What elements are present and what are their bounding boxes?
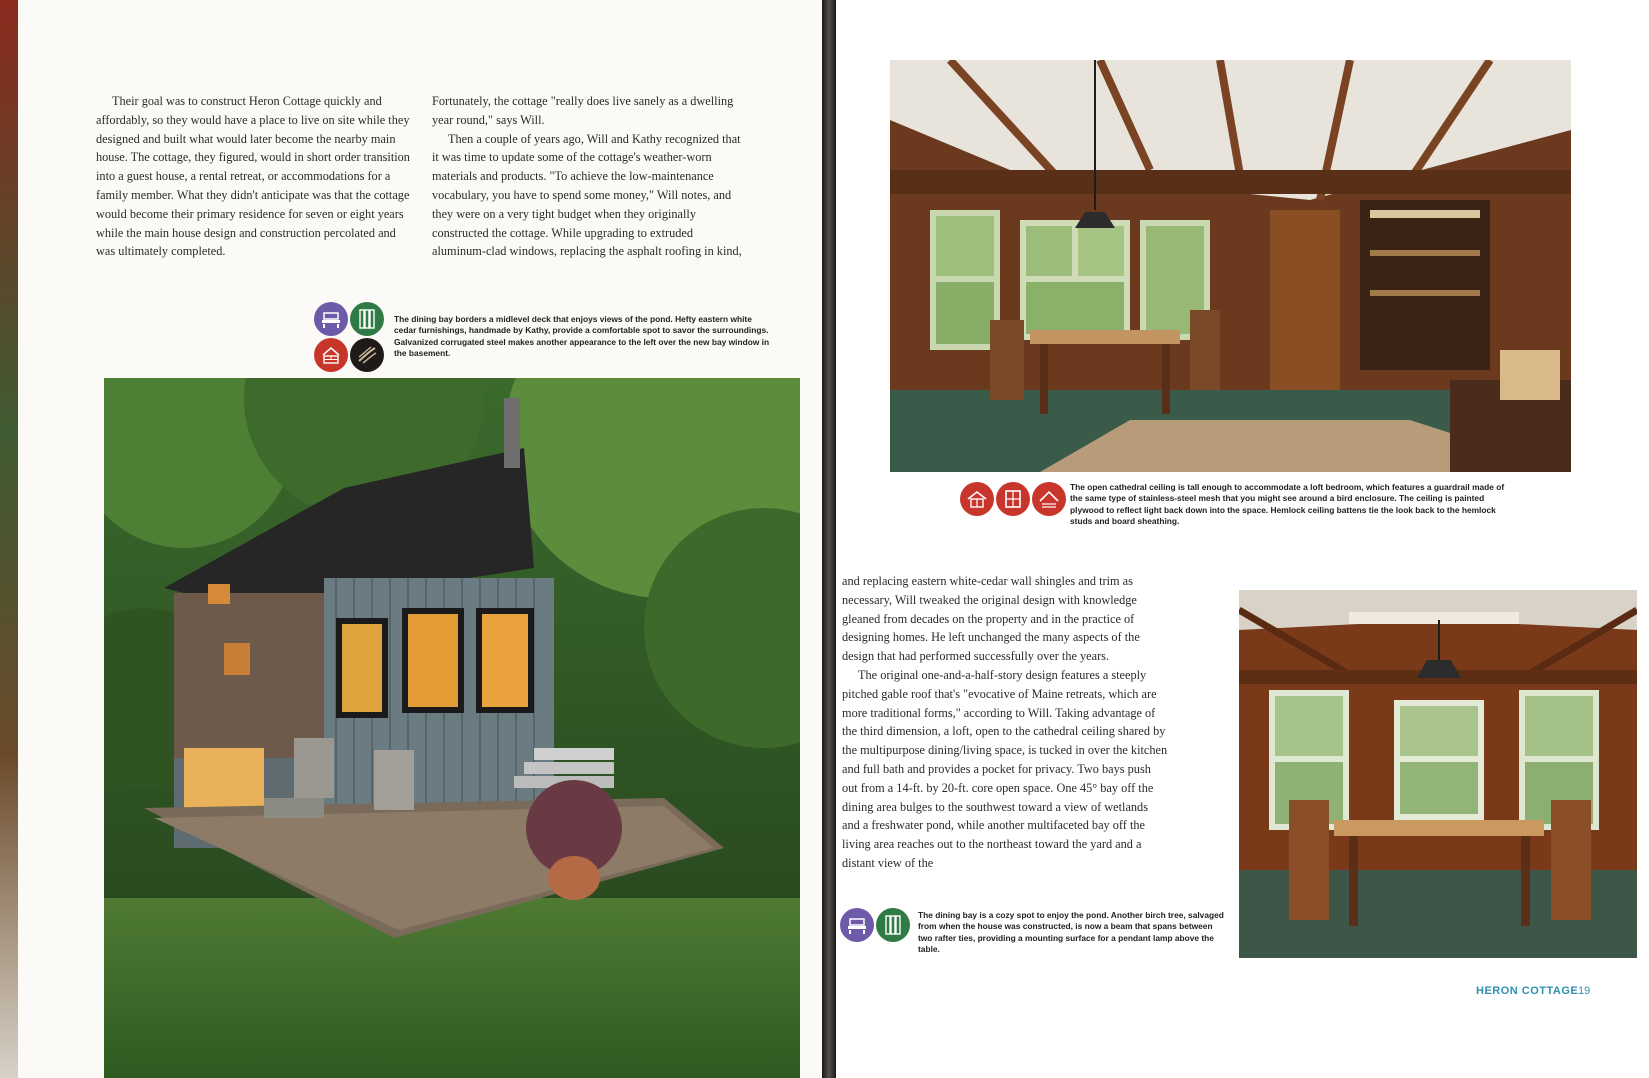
- right-body-paragraph-1: and replacing eastern white-cedar wall shingles and trim as necessary, Will tweaked the original design with knowledge gleaned from decades on the property and in the practice of designing homes. He left unchanged the many aspects of the design that had performed successfully over the years.: [842, 574, 1140, 664]
- house-icon: [960, 482, 994, 516]
- bark-icon: [350, 338, 384, 372]
- deck-icon: [840, 908, 874, 942]
- left-page: [18, 0, 822, 1078]
- interior-dining-bay-photo: [1239, 590, 1637, 958]
- wood-siding-icon: [350, 302, 384, 336]
- deck-icon: [314, 302, 348, 336]
- page-number: 19: [1578, 985, 1591, 997]
- left-column-1: [96, 92, 414, 261]
- adjacent-page-edge: [0, 0, 18, 1078]
- exterior-cottage-photo: [104, 378, 800, 1078]
- running-foot: HERON COTTAGE: [1476, 985, 1579, 997]
- roof-icon: [1032, 482, 1066, 516]
- book-gutter: [822, 0, 836, 1078]
- left-col1-paragraph: Their goal was to construct Heron Cottage quickly and affordably, so they would have a place to live on site while they designed and built what would later become the nearby main house. The cottage, they figured, would in short order transition into a guest house, a rental retreat, or accommodations for a family member. What they didn't anticipate was that the cottage would become their primary residence for seven or eight years while the main house design and construction percolated and was ultimately completed.: [96, 94, 410, 259]
- left-col2-paragraph-1: Fortunately, the cottage "really does live sanely as a dwelling year round," says Will.: [432, 94, 734, 127]
- right-body-column: [842, 572, 1168, 873]
- interior-top-caption: The open cathedral ceiling is tall enough to accommodate a loft bedroom, which features a guardrail made of the same type of stainless-steel mesh that you might see around a bird enclosure. The ceiling is painted plywood to reflect light back down into the space. Hemlock ceiling battens tie the look back to the hemlock studs and board sheathing.: [1070, 482, 1505, 527]
- interior-cathedral-photo: [890, 60, 1571, 472]
- window-icon: [996, 482, 1030, 516]
- left-photo-caption: The dining bay borders a midlevel deck that enjoys views of the pond. Hefty eastern white cedar furnishings, handmade by Kathy, provide a comfortable spot to savor the surroundings. Galvanized corrugated steel makes another appearance to the left over the new bay window in the basement.: [394, 314, 770, 359]
- left-col2-paragraph-2: Then a couple of years ago, Will and Kathy recognized that it was time to update some of the cottage's weather-worn materials and products. "To achieve the low-maintenance vocabulary, you have to spend some money," Will notes, and they were on a very tight budget when they originally constructed the cottage. While upgrading to extruded aluminum-clad windows, replacing the asphalt roofing in kind,: [432, 131, 742, 259]
- masonry-icon: [314, 338, 348, 372]
- right-page: [836, 0, 1649, 1078]
- left-column-2: [432, 92, 750, 261]
- wood-siding-icon: [876, 908, 910, 942]
- right-body-paragraph-2: The original one-and-a-half-story design features a steeply pitched gable roof that's "evocative of Maine retreats, which are more traditional forms," according to Will. Taking advantage of the third dimension, a loft, open to the cathedral ceiling shared by the multipurpose dining/living space, is tucked in over the kitchen and full bath and provides a pocket for privacy. Two bays push out from a 14-ft. by 20-ft. core open space. One 45° bay off the dining area bulges to the southwest toward a view of wetlands and a freshwater pond, while another multifaceted bay off the living area reaches out to the northeast toward the yard and a distant view of the: [842, 667, 1168, 870]
- interior-bottom-caption: The dining bay is a cozy spot to enjoy the pond. Another birch tree, salvaged from when the house was constructed, is now a beam that spans between two rafter ties, providing a mounting surface for a pendant lamp above the table.: [918, 910, 1224, 955]
